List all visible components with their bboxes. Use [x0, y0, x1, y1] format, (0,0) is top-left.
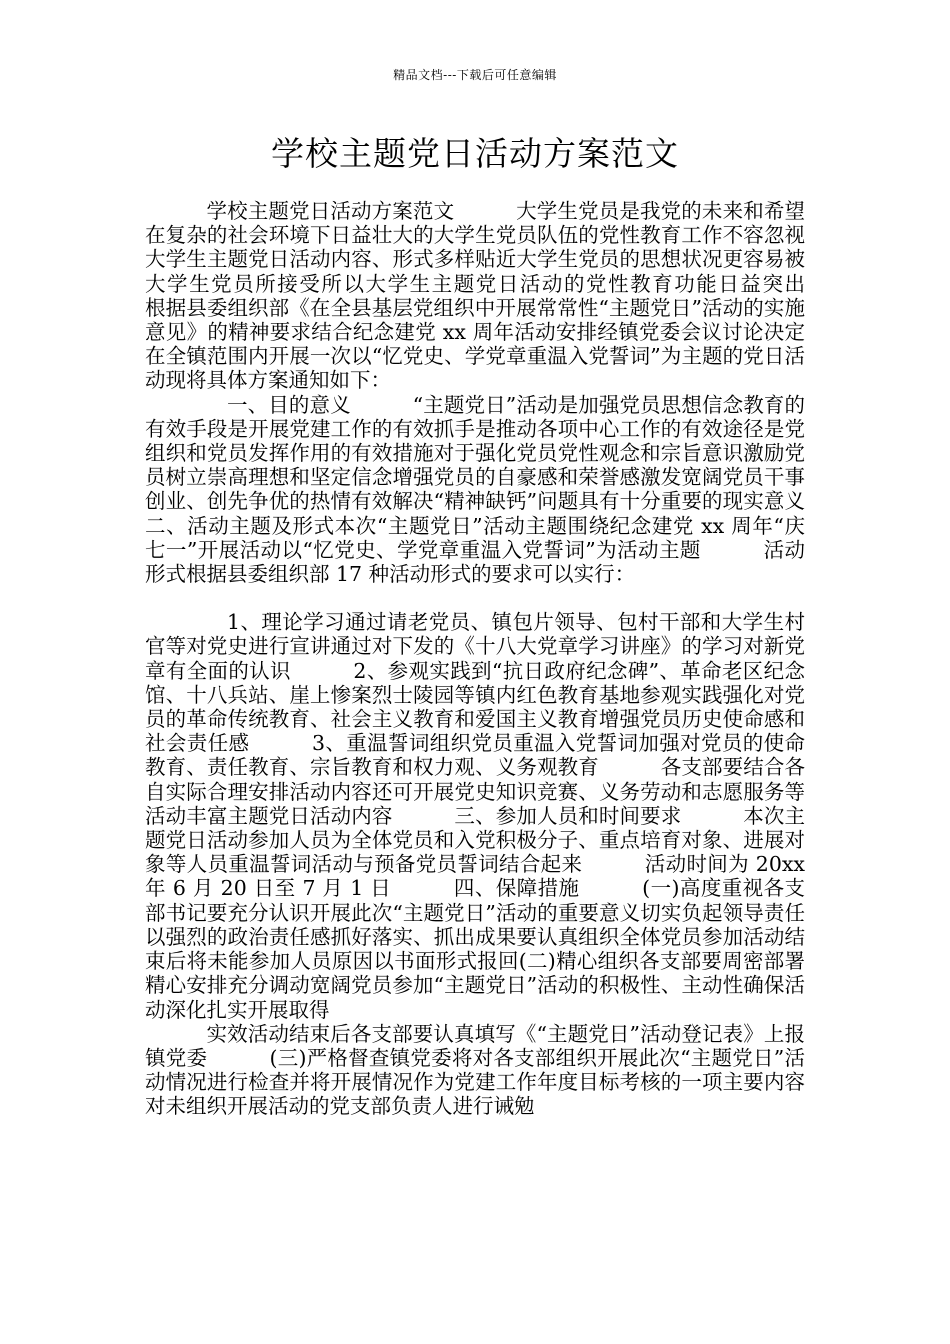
- paragraph-results: 实效活动结束后各支部要认真填写《“主题党日”活动登记表》上报镇党委 (三)严格督查镇党委将对各支部组织开展此次“主题党日”活动情况进行检查并将开展情况作为党建工作年度目标考核的一项主要内容对未组织开展活动的党支部负责人进行诫勉: [145, 1021, 805, 1119]
- header-note: 精品文档---下载后可任意编辑: [393, 68, 557, 82]
- document-body: [145, 199, 867, 1119]
- document-title: 学校主题党日活动方案范文: [271, 134, 679, 173]
- paragraph-purpose: 一、目的意义 “主题党日”活动是加强党员思想信念教育的有效手段是开展党建工作的有效抓手是推动各项中心工作的有效途径是党组织和党员发挥作用的有效措施对于强化党员党性观念和宗旨意识激励党员树立崇高理想和坚定信念增强党员的自豪感和荣誉感激发宽阔党员干事创业、创先争优的热情有效解决“精神缺钙”问题具有十分重要的现实意义 二、活动主题及形式本次“主题党日”活动主题围绕纪念建党 xx 周年“庆七一”开展活动以“忆党史、学党章重温入党誓词”为活动主题 活动形式根据县委组织部 17 种活动形式的要求可以实行：: [145, 392, 867, 587]
- paragraph-activities: 1、理论学习通过请老党员、镇包片领导、包村干部和大学生村官等对党史进行宣讲通过对下发的《十八大党章学习讲座》的学习对新党章有全面的认识 2、参观实践到“抗日政府纪念碑”、革命老区纪念馆、十八兵站、崖上惨案烈士陵园等镇内红色教育基地参观实践强化对党员的革命传统教育、社会主义教育和爱国主义教育增强党员历史使命感和社会责任感 3、重温誓词组织党员重温入党誓词加强对党员的使命教育、责任教育、宗旨教育和权力观、义务观教育 各支部要结合各自实际合理安排活动内容还可开展党史知识竞赛、义务劳动和志愿服务等活动丰富主题党日活动内容 三、参加人员和时间要求 本次主题党日活动参加人员为全体党员和入党积极分子、重点培育对象、进展对象等人员重温誓词活动与预备党员誓词结合起来 活动时间为 20xx 年 6 月 20 日至 7 月 1 日 四、保障措施 (一)高度重视各支部书记要充分认识开展此次“主题党日”活动的重要意义切实负起领导责任以强烈的政治责任感抓好落实、抓出成果要认真组织全体党员参加活动结束后将未能参加人员原因以书面形式报回(二)精心组织各支部要周密部署精心安排充分调动宽阔党员参加“主题党日”活动的积极性、主动性确保活动深化扎实开展取得: [145, 610, 805, 1022]
- paragraph-intro: 学校主题党日活动方案范文 大学生党员是我党的未来和希望在复杂的社会环境下日益壮大的大学生党员队伍的党性教育工作不容忽视大学生主题党日活动内容、形式多样贴近大学生党员的思想状况更容易被大学生党员所接受所以大学生主题党日活动的党性教育功能日益突出 根据县委组织部《在全县基层党组织中开展常常性“主题党日”活动的实施意见》的精神要求结合纪念建党 xx 周年活动安排经镇党委会议讨论决定在全镇范围内开展一次以“忆党史、学党章重温入党誓词”为主题的党日活动现将具体方案通知如下：: [145, 199, 867, 393]
- paragraph-spacer: [145, 586, 805, 610]
